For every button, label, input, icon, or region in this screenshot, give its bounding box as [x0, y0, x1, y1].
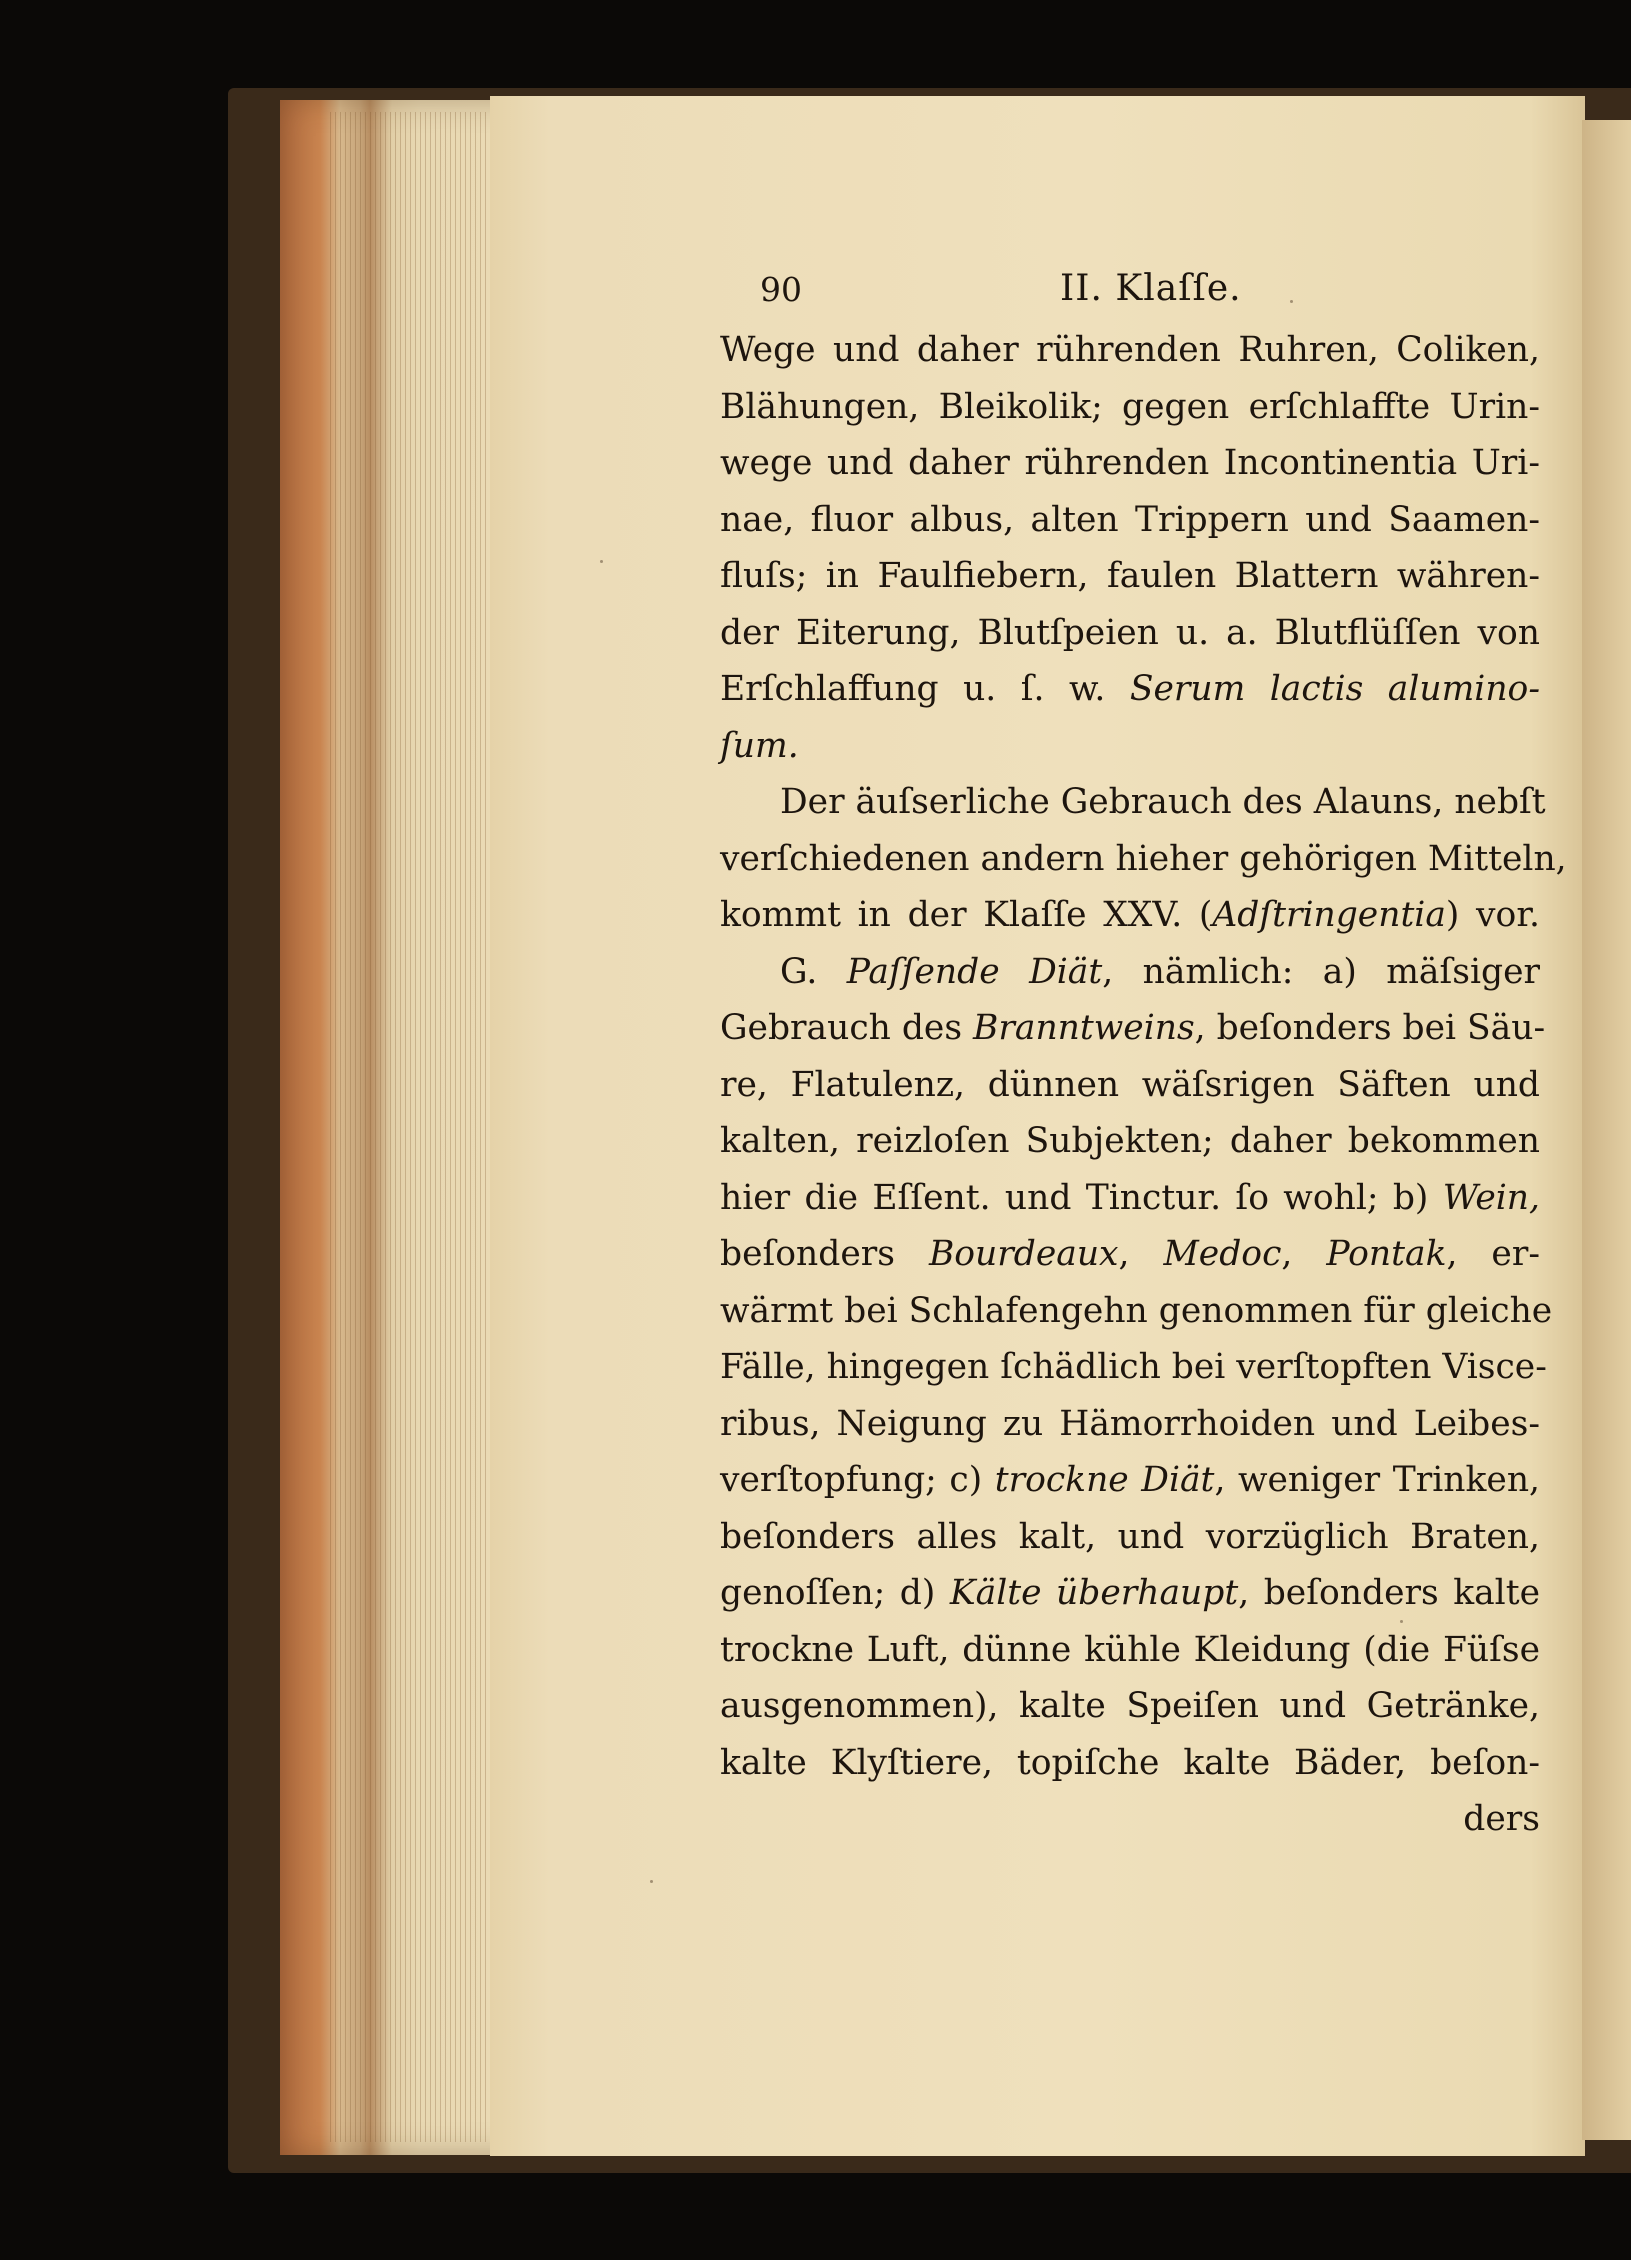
text-segment: wärmt bei Schlafengehn genommen für gleiche [720, 1290, 1553, 1331]
text-line [720, 1226, 1540, 1283]
text-segment: re, Flatulenz, dünnen wäſsrigen Säften und [720, 1064, 1540, 1105]
catchword: ders [1463, 1799, 1540, 1839]
text-segment: hier die Eſſent. und Tinctur. ſo wohl; b) [720, 1177, 1443, 1218]
page-number: 90 [760, 270, 802, 309]
text-segment: ausgenommen), kalte Speiſen und Getränke, [720, 1686, 1540, 1726]
italic-segment: Branntweins [973, 1008, 1195, 1048]
text-line [720, 605, 1540, 662]
text-segment: ribus, Neigung zu Hämorrhoiden und Leibes- [720, 1403, 1540, 1444]
text-line [720, 774, 1546, 831]
text-segment: kommt in der Klaſſe XXV. ( [720, 895, 1213, 935]
text-line [720, 1396, 1540, 1453]
text-segment: wege und daher rührenden Incontinentia Uri- [720, 443, 1540, 483]
page-edges [330, 112, 490, 2142]
text-segment: G. [780, 951, 847, 992]
text-segment: genoſſen; d) [720, 1573, 950, 1613]
text-segment: , nämlich: a) mäſsiger [1102, 951, 1540, 992]
text-segment: , beſonders kalte [1238, 1573, 1540, 1613]
text-segment: Gebrauch des [720, 1008, 974, 1048]
text-segment: trockne Luft, dünne kühle Kleidung (die Füſse [720, 1629, 1540, 1670]
text-segment: fluſs; in Faulfiebern, faulen Blattern währen- [720, 556, 1540, 596]
text-segment: nae, fluor albus, alten Trippern und Saamen- [720, 499, 1540, 540]
italic-segment: Bourdeaux [928, 1234, 1119, 1274]
text-segment: Erſchlaffung u. ſ. w. [720, 669, 1130, 709]
text-line [720, 831, 1567, 888]
body-text [720, 322, 1567, 1848]
text-segment: , beſonders bei Säu- [1194, 1008, 1546, 1048]
text-segment: beſonders [720, 1234, 929, 1274]
text-line [720, 887, 1540, 944]
italic-segment: Medoc [1163, 1234, 1282, 1274]
text-segment: Blähungen, Bleikolik; gegen erſchlaffte Urin- [720, 386, 1540, 427]
italic-segment: Serum lactis alumino- [1129, 669, 1540, 709]
text-line [720, 322, 1540, 379]
text-segment: , [1118, 1234, 1164, 1274]
text-segment: , weniger Trinken, [1214, 1460, 1541, 1500]
text-segment: ) vor. [1445, 895, 1540, 935]
text-line [720, 944, 1540, 1001]
text-line [720, 1678, 1540, 1735]
text-segment: beſonders alles kalt, und vorzüglich Braten, [720, 1516, 1540, 1557]
italic-segment: trockne Diät [994, 1460, 1215, 1500]
text-line [720, 1170, 1540, 1227]
italic-segment: Paſſende Diät [846, 951, 1103, 992]
paper-speck [600, 560, 603, 563]
running-head: II. Klaſſe. [1060, 268, 1242, 309]
text-line [720, 1565, 1540, 1622]
text-line [720, 492, 1540, 549]
text-segment: , [1281, 1234, 1327, 1274]
italic-segment: Wein, [1442, 1177, 1540, 1218]
text-segment: der Eiterung, Blutſpeien u. a. Blutflüſſen von [720, 612, 1540, 653]
text-segment: Wege und daher rührenden Ruhren, Coliken, [720, 330, 1540, 370]
italic-segment: Kälte überhaupt [949, 1573, 1239, 1613]
text-segment: Der äuſserliche Gebrauch des Alauns, nebſt [780, 782, 1546, 822]
text-line [720, 661, 1540, 718]
text-line [720, 1452, 1540, 1509]
text-line [720, 1057, 1540, 1114]
paper-speck [650, 1880, 653, 1883]
text-line [720, 1113, 1540, 1170]
text-segment: kalten, reizloſen Subjekten; daher bekommen [720, 1121, 1540, 1161]
text-segment: kalte Klyſtiere, topiſche kalte Bäder, beſon- [720, 1742, 1540, 1783]
text-line [720, 1509, 1540, 1566]
text-line [720, 1000, 1546, 1057]
right-page-edge [1582, 120, 1631, 2140]
italic-segment: Adſtringentia [1212, 895, 1446, 935]
italic-segment: ſum. [720, 725, 799, 766]
text-line [720, 1283, 1553, 1340]
text-line [720, 548, 1540, 605]
page-header [720, 250, 1540, 320]
text-line [720, 1339, 1547, 1396]
text-line [720, 435, 1540, 492]
text-line [720, 1735, 1540, 1792]
italic-segment: Pontak [1326, 1234, 1447, 1274]
text-line [720, 1622, 1540, 1679]
text-segment: verſtopfung; c) [720, 1460, 995, 1500]
text-line [720, 379, 1540, 436]
text-segment: , er- [1446, 1234, 1540, 1274]
text-segment: verſchiedenen andern hieher gehörigen Mitteln, [720, 838, 1567, 879]
page-text [720, 250, 1567, 1848]
text-line [720, 718, 1540, 775]
text-segment: Fälle, hingegen ſchädlich bei verſtopften Visce- [720, 1347, 1547, 1387]
